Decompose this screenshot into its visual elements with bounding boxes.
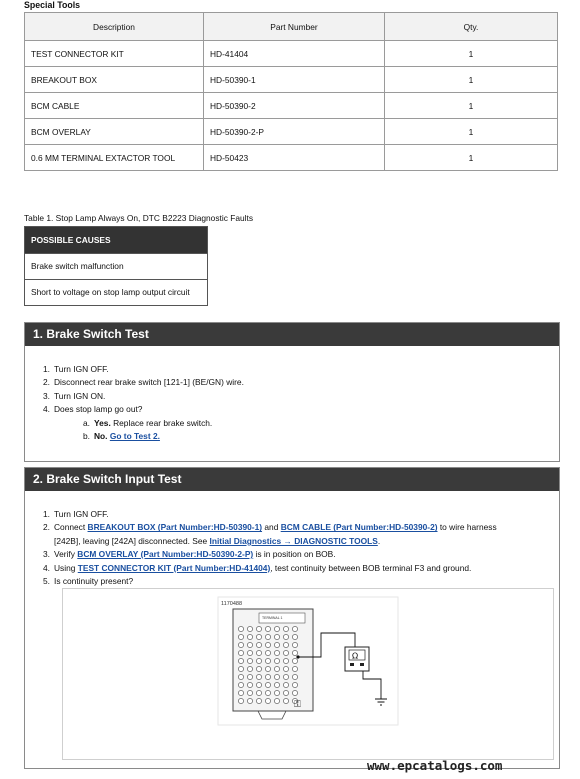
step-1: 1. Turn IGN OFF. [43, 509, 109, 519]
tool-description: BCM OVERLAY [25, 119, 204, 145]
terminal-jack [292, 650, 297, 655]
test2-steps [38, 508, 497, 588]
terminal-jack [265, 666, 270, 671]
terminal-jack [247, 682, 252, 687]
terminal-jack [283, 658, 288, 663]
section-title: 2. Brake Switch Input Test [25, 468, 559, 491]
step-1: 1. Turn IGN OFF. [43, 364, 109, 374]
meter-jack-left [350, 663, 354, 666]
terminal-jack [265, 626, 270, 631]
terminal-jack [238, 658, 243, 663]
sub-step-a: a. Yes. Replace rear brake switch. [83, 417, 213, 428]
tool-part-number: HD-50423 [204, 145, 385, 171]
breakout-box-label: TERMINAL 1 [262, 616, 283, 620]
terminal-jack [283, 690, 288, 695]
step-2: 2. Connect BREAKOUT BOX (Part Number:HD-50390-1) and BCM CABLE (Part Number:HD-50390-2) to wire harness [43, 522, 497, 533]
terminal-jack [274, 674, 279, 679]
meter-jack-right [360, 663, 364, 666]
terminal-jack [265, 658, 270, 663]
possible-causes-table [24, 226, 208, 306]
terminal-jack [256, 642, 261, 647]
cause-row: Short to voltage on stop lamp output circuit [25, 279, 207, 305]
terminal-jack [274, 682, 279, 687]
special-tools-title: Special Tools [24, 0, 81, 10]
tool-qty: 1 [385, 145, 558, 171]
terminal-jack [283, 682, 288, 687]
table-header-row [25, 13, 558, 41]
terminal-jack [247, 666, 252, 671]
tool-description: TEST CONNECTOR KIT [25, 41, 204, 67]
step-2: 2. Disconnect rear brake switch [121-1] (BE/GN) wire. [43, 377, 244, 388]
watermark: www.epcatalogs.com [367, 758, 503, 773]
terminal-jack [292, 690, 297, 695]
figure-frame [62, 588, 554, 760]
bcm-cable-link[interactable]: BCM CABLE (Part Number:HD-50390-2) [280, 522, 438, 533]
terminal-jack [292, 634, 297, 639]
terminal-jack [274, 634, 279, 639]
probe-point [296, 655, 299, 658]
terminal-jack [256, 690, 261, 695]
table-row [25, 41, 558, 67]
terminal-jack [256, 698, 261, 703]
terminal-jack [238, 634, 243, 639]
figure-id: 1170488 [221, 601, 243, 607]
terminal-jack [283, 698, 288, 703]
continuity-test-diagram [63, 589, 553, 759]
terminal-jack [247, 690, 252, 695]
terminal-jack [292, 682, 297, 687]
special-tools-table [24, 12, 558, 171]
table-row [25, 145, 558, 171]
cause-row: Brake switch malfunction [25, 253, 207, 279]
terminal-jack [247, 634, 252, 639]
step-3: 3. Turn IGN ON. [43, 390, 106, 401]
breakout-box-body [233, 609, 313, 711]
padlock-icon: ⚿ [294, 700, 301, 710]
step-2-continued: [242B], leaving [242A] disconnected. See Initial Diagnostics → DIAGNOSTIC TOOLS. [54, 535, 381, 546]
section-title: 1. Brake Switch Test [25, 323, 559, 346]
breakout-box-link[interactable]: BREAKOUT BOX (Part Number:HD-50390-1) [87, 522, 263, 533]
terminal-jack [292, 658, 297, 663]
terminal-jack [238, 626, 243, 631]
terminal-jack [238, 682, 243, 687]
terminal-jack [265, 698, 270, 703]
terminal-jack [256, 658, 261, 663]
terminal-jack [274, 690, 279, 695]
terminal-jack [247, 650, 252, 655]
terminal-jack [256, 650, 261, 655]
terminal-jack [292, 674, 297, 679]
terminal-jack [265, 674, 270, 679]
step-3: 3. Verify BCM OVERLAY (Part Number:HD-50390-2-P) is in position on BOB. [43, 549, 336, 560]
terminal-jack [256, 674, 261, 679]
step-4: 4. Using TEST CONNECTOR KIT (Part Number:HD-41404), test continuity between BOB terminal F3 and ground. [43, 562, 472, 573]
bcm-overlay-link[interactable]: BCM OVERLAY (Part Number:HD-50390-2-P) [77, 549, 254, 560]
tool-qty: 1 [385, 119, 558, 145]
terminal-jack [283, 650, 288, 655]
terminal-jack [238, 666, 243, 671]
terminal-jack [247, 698, 252, 703]
terminal-jack [256, 666, 261, 671]
tool-description: 0.6 MM TERMINAL EXTACTOR TOOL [25, 145, 204, 171]
terminal-jack [238, 698, 243, 703]
terminal-jack [283, 674, 288, 679]
terminal-jack [238, 650, 243, 655]
initial-diagnostics-link[interactable]: Initial Diagnostics → DIAGNOSTIC TOOLS [209, 535, 378, 546]
terminal-jack [274, 698, 279, 703]
tool-description: BREAKOUT BOX [25, 67, 204, 93]
terminal-jack [238, 690, 243, 695]
terminal-jack [265, 634, 270, 639]
terminal-jack [292, 666, 297, 671]
table1-caption: Table 1. Stop Lamp Always On, DTC B2223 Diagnostic Faults [24, 213, 254, 223]
tool-part-number: HD-50390-2-P [204, 119, 385, 145]
terminal-jack [265, 682, 270, 687]
terminal-jack [274, 626, 279, 631]
terminal-jack [283, 634, 288, 639]
ohm-icon: Ω [352, 651, 359, 661]
tool-qty: 1 [385, 41, 558, 67]
tool-part-number: HD-50390-1 [204, 67, 385, 93]
terminal-jack [247, 658, 252, 663]
terminal-jack [265, 650, 270, 655]
terminal-jack [274, 642, 279, 647]
step-5: 5. Is continuity present? [43, 576, 134, 587]
table-row [25, 93, 558, 119]
tool-part-number: HD-50390-2 [204, 93, 385, 119]
terminal-jack [283, 666, 288, 671]
column-header-part-number: Part Number [204, 13, 385, 41]
test-connector-kit-link[interactable]: TEST CONNECTOR KIT (Part Number:HD-41404) [77, 562, 271, 573]
terminal-jack [247, 626, 252, 631]
step-4: 4. Does stop lamp go out? [43, 404, 143, 415]
sub-step-b: b. No. Go to Test 2. [83, 431, 160, 442]
tool-qty: 1 [385, 67, 558, 93]
terminal-jack [292, 626, 297, 631]
terminal-jack [265, 642, 270, 647]
terminal-jack [283, 626, 288, 631]
column-header-description: Description [25, 13, 204, 41]
terminal-jack [274, 650, 279, 655]
terminal-jack [238, 642, 243, 647]
terminal-jack [256, 682, 261, 687]
table-row [25, 119, 558, 145]
terminal-jack [274, 658, 279, 663]
terminal-jack [247, 642, 252, 647]
terminal-jack [292, 642, 297, 647]
tool-part-number: HD-41404 [204, 41, 385, 67]
terminal-jack [274, 666, 279, 671]
terminal-jack [238, 674, 243, 679]
tool-qty: 1 [385, 93, 558, 119]
terminal-jack [256, 634, 261, 639]
terminal-jack [247, 674, 252, 679]
terminal-jack [283, 642, 288, 647]
test1-steps [38, 363, 244, 443]
terminal-jack [256, 626, 261, 631]
tool-description: BCM CABLE [25, 93, 204, 119]
table-row [25, 67, 558, 93]
terminal-jack [265, 690, 270, 695]
go-to-test-2-link[interactable]: Go to Test 2. [109, 431, 160, 442]
possible-causes-header: POSSIBLE CAUSES [25, 227, 207, 253]
column-header-qty: Qty. [385, 13, 558, 41]
